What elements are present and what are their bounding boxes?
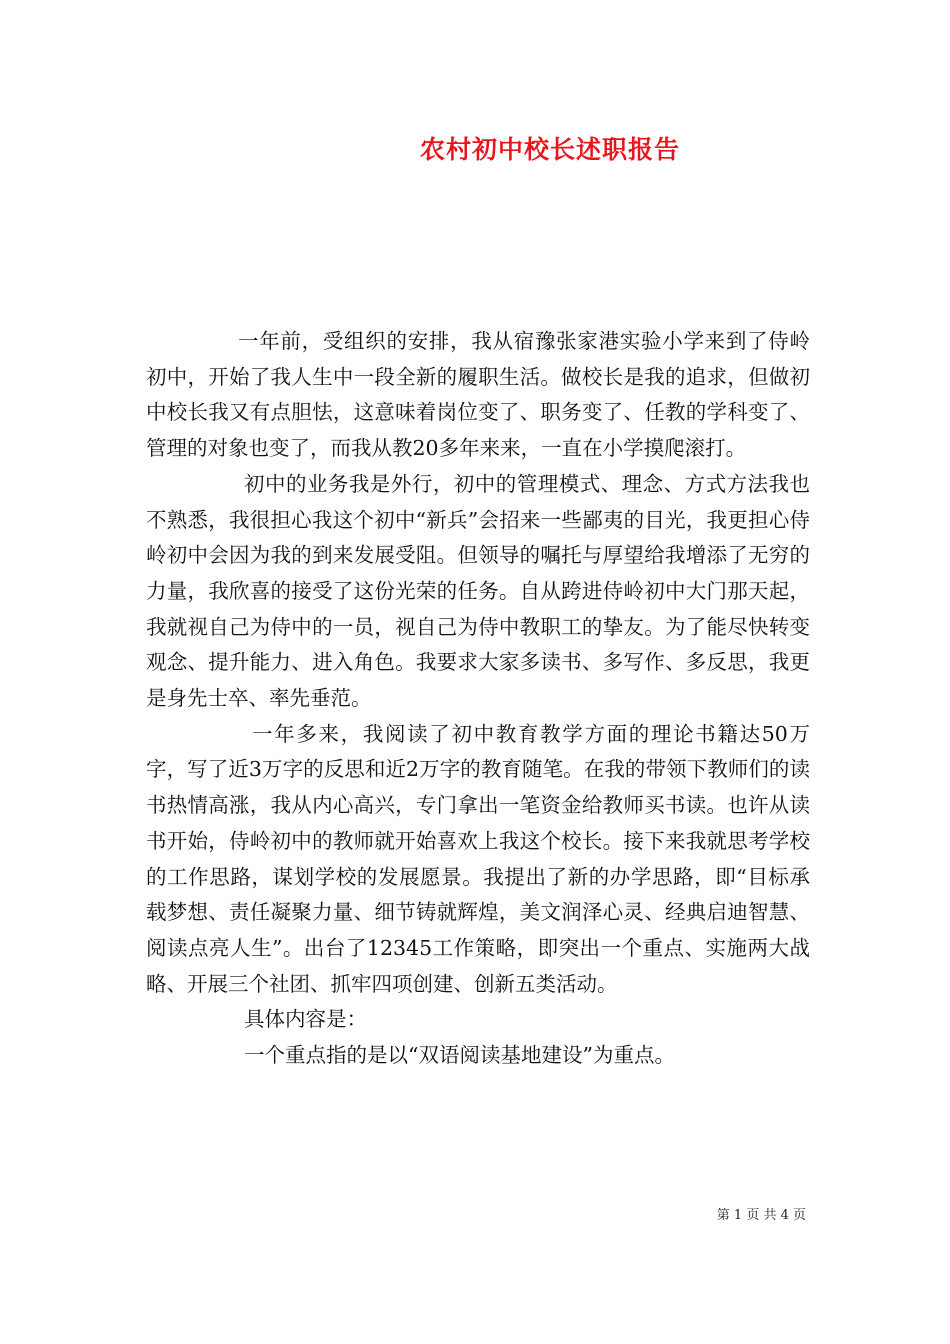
paragraph-2: 初中的业务我是外行，初中的管理模式、理念、方式方法我也不熟悉，我很担心我这个初中“新兵”会招来一些鄙夷的目光，我更担心侍岭初中会因为我的到来发展受阻。但领导的嘱托与厚望给我增添了无穷的力量，我欣喜的接受了这份光荣的任务。自从跨进侍岭初中大门那天起，我就视自己为侍中的一员，视自己为侍中教职工的挚友。为了能尽快转变观念、提升能力、进入角色。我要求大家多读书、多写作、多反思，我更是身先士卒、率先垂范。 [146,471,810,711]
document-title: 农村初中校长述职报告 [419,135,680,164]
paragraph-1: 一年前，受组织的安排，我从宿豫张家港实验小学来到了侍岭初中，开始了我人生中一段全新的履职生活。做校长是我的追求，但做初中校长我又有点胆怯，这意味着岗位变了、职务变了、任教的学科变了、管理的对象也变了，而我从教20多年来来，一直在小学摸爬滚打。 [146,329,810,461]
paragraph-5: 一个重点指的是以“双语阅读基地建设”为重点。 [244,1043,675,1068]
paragraph-3: 一年多来，我阅读了初中教育教学方面的理论书籍达50万字，写了近3万字的反思和近2万字的教育随笔。在我的带领下教师们的读书热情高涨，我从内心高兴，专门拿出一笔资金给教师买书读。也许从读书开始，侍岭初中的教师就开始喜欢上我这个校长。接下来我就思考学校的工作思路，谋划学校的发展愿景。我提出了新的办学思路，即“目标承载梦想、责任凝聚力量、细节铸就辉煌，美文润泽心灵、经典启迪智慧、阅读点亮人生”。出台了12345工作策略，即突出一个重点、实施两大战略、开展三个社团、抓牢四项创建、创新五类活动。 [146,721,810,996]
page-number: 第 1 页 共 4 页 [716,1208,806,1223]
document-body [146,324,810,1074]
paragraph-4: 具体内容是： [244,1007,367,1032]
